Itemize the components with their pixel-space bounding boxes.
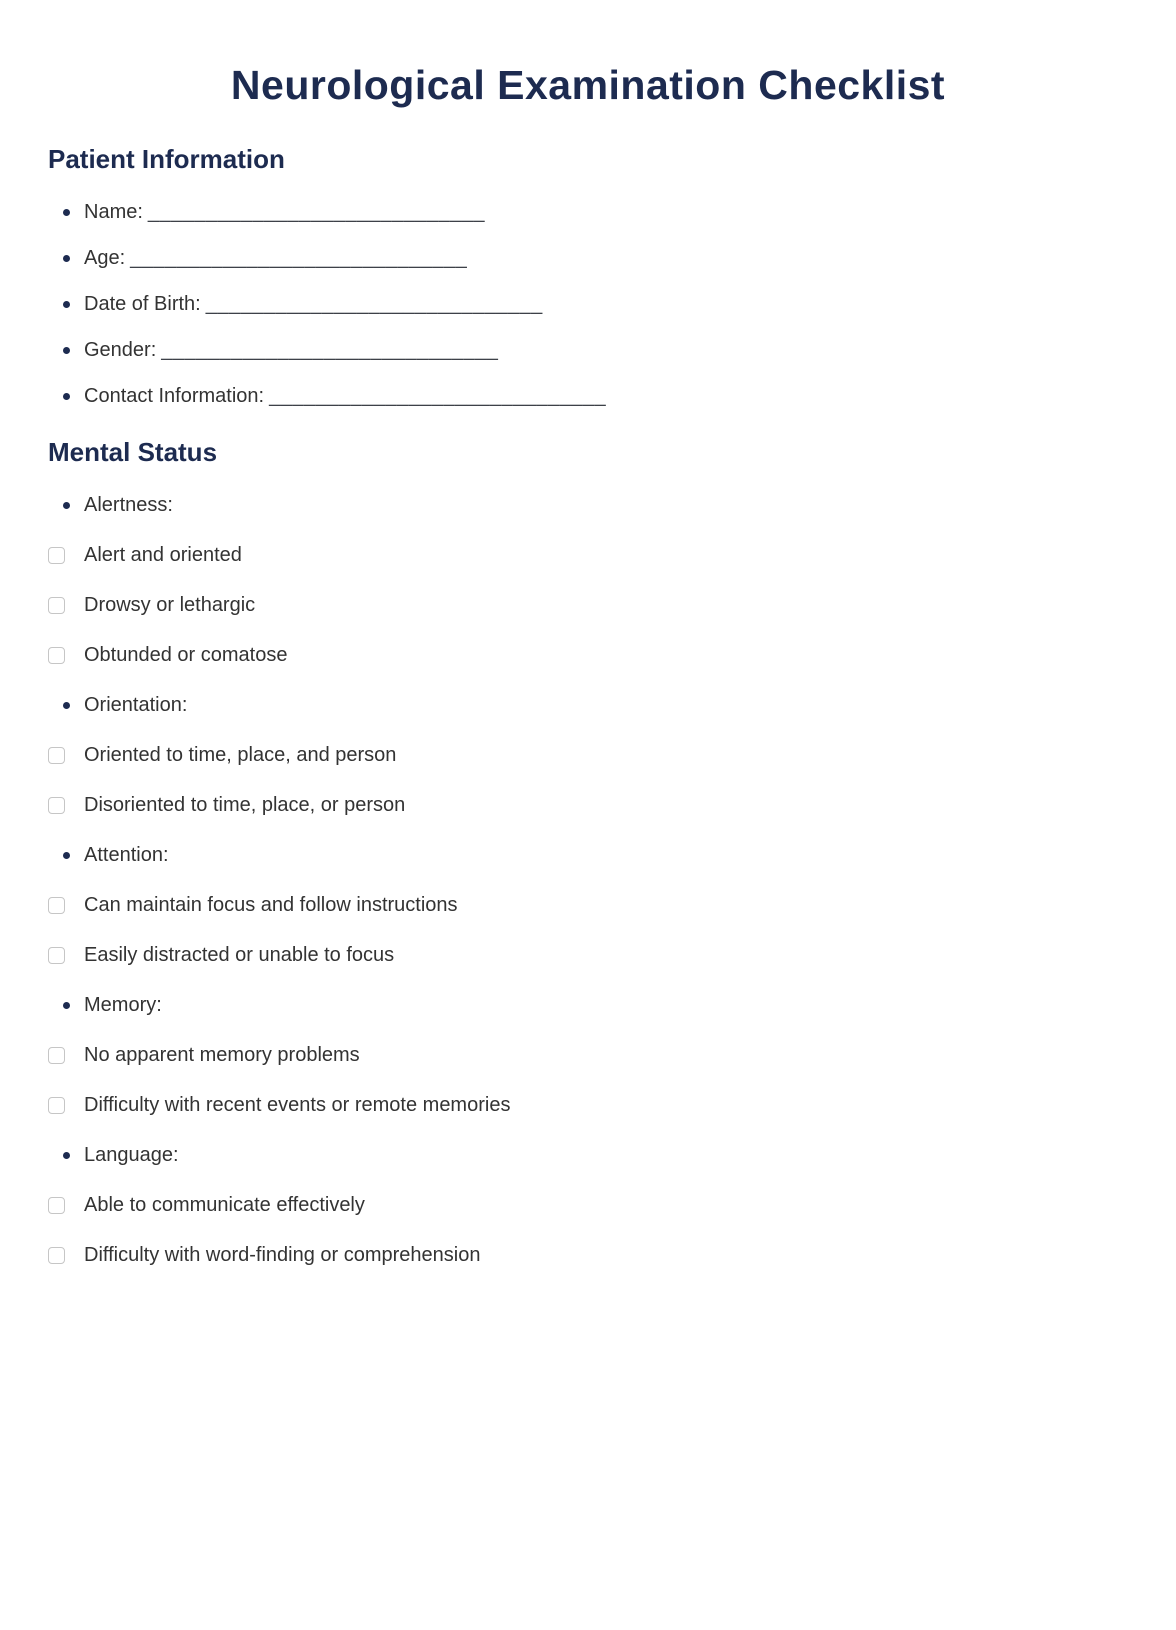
checkbox-item-label: Difficulty with word-finding or comprehension [84,1244,481,1267]
page-title: Neurological Examination Checklist [230,62,946,108]
checkbox-unchecked-icon[interactable] [48,597,65,614]
checkbox-item-label: Disoriented to time, place, or person [84,794,406,817]
checkbox-item-label: Obtunded or comatose [84,644,288,667]
bullet-marker [48,255,84,262]
field-contact-information [48,385,1128,408]
contact-information-blank-field[interactable]: _____________________________ [269,385,607,408]
bullet-icon [63,255,70,262]
bullet-marker [48,347,84,354]
checkbox-unchecked-icon[interactable] [48,1047,65,1064]
checkbox-item-easily-distracted[interactable] [48,944,1128,967]
age-label: Age: [84,247,126,270]
checkbox-item-difficulty-word-finding-or-comprehension[interactable] [48,1244,1128,1267]
bullet-marker [48,1152,84,1159]
checkbox-item-label: Alert and oriented [84,544,242,567]
bullet-icon [63,209,70,216]
bullet-item-label: Alertness: [84,494,173,517]
bullet-icon [63,393,70,400]
checkbox-item-disoriented-to-time-place-person[interactable] [48,794,1128,817]
bullet-item-label: Attention: [84,844,169,867]
bullet-marker [48,852,84,859]
field-age [48,247,1128,270]
bullet-icon [63,1002,70,1009]
checkbox-item-label: Difficulty with recent events or remote memories [84,1094,511,1117]
bullet-marker [48,393,84,400]
checkbox-marker [48,747,84,764]
mental-status-list [48,494,1128,1267]
checkbox-unchecked-icon[interactable] [48,1197,65,1214]
checkbox-item-alert-and-oriented[interactable] [48,544,1128,567]
checkbox-item-label: No apparent memory problems [84,1044,360,1067]
bullet-item-label: Language: [84,1144,179,1167]
checkbox-unchecked-icon[interactable] [48,897,65,914]
checkbox-item-oriented-to-time-place-person[interactable] [48,744,1128,767]
checkbox-item-obtunded-or-comatose[interactable] [48,644,1128,667]
checkbox-marker [48,1197,84,1214]
section-heading-patient-information: Patient Information [48,144,285,175]
bullet-icon [63,1152,70,1159]
checkbox-unchecked-icon[interactable] [48,797,65,814]
bullet-icon [63,852,70,859]
checkbox-marker [48,1097,84,1114]
checkbox-marker [48,597,84,614]
checkbox-marker [48,897,84,914]
checkbox-item-label: Oriented to time, place, and person [84,744,397,767]
bullet-item-label: Memory: [84,994,162,1017]
bullet-item-alertness [48,494,1128,517]
checkbox-item-can-maintain-focus[interactable] [48,894,1128,917]
checkbox-item-label: Able to communicate effectively [84,1194,365,1217]
field-name [48,201,1128,224]
gender-blank-field[interactable]: _____________________________ [161,339,499,362]
checkbox-unchecked-icon[interactable] [48,1097,65,1114]
age-blank-field[interactable]: _____________________________ [130,247,468,270]
checkbox-marker [48,647,84,664]
checkbox-item-drowsy-or-lethargic[interactable] [48,594,1128,617]
checkbox-unchecked-icon[interactable] [48,647,65,664]
checkbox-item-no-apparent-memory-problems[interactable] [48,1044,1128,1067]
checkbox-item-label: Drowsy or lethargic [84,594,256,617]
checkbox-marker [48,1247,84,1264]
bullet-marker [48,1002,84,1009]
bullet-item-attention [48,844,1128,867]
checkbox-unchecked-icon[interactable] [48,547,65,564]
bullet-marker [48,502,84,509]
bullet-icon [63,347,70,354]
checkbox-item-label: Easily distracted or unable to focus [84,944,395,967]
bullet-item-orientation [48,694,1128,717]
checkbox-item-able-to-communicate-effectively[interactable] [48,1194,1128,1217]
bullet-marker [48,702,84,709]
bullet-item-label: Orientation: [84,694,188,717]
gender-label: Gender: [84,339,157,362]
checkbox-item-difficulty-recent-or-remote-memories[interactable] [48,1094,1128,1117]
checkbox-marker [48,797,84,814]
bullet-icon [63,502,70,509]
date-of-birth-label: Date of Birth: [84,293,201,316]
checkbox-item-label: Can maintain focus and follow instructions [84,894,458,917]
contact-information-label: Contact Information: [84,385,265,408]
patient-information-list [48,201,1128,408]
checkbox-unchecked-icon[interactable] [48,947,65,964]
checkbox-marker [48,547,84,564]
bullet-item-memory [48,994,1128,1017]
checkbox-marker [48,1047,84,1064]
checkbox-marker [48,947,84,964]
section-heading-mental-status: Mental Status [48,437,218,468]
field-gender [48,339,1128,362]
bullet-item-language [48,1144,1128,1167]
field-date-of-birth [48,293,1128,316]
name-blank-field[interactable]: _____________________________ [147,201,485,224]
bullet-marker [48,301,84,308]
checkbox-unchecked-icon[interactable] [48,1247,65,1264]
bullet-icon [63,702,70,709]
name-label: Name: [84,201,143,224]
date-of-birth-blank-field[interactable]: _____________________________ [205,293,543,316]
bullet-marker [48,209,84,216]
checkbox-unchecked-icon[interactable] [48,747,65,764]
bullet-icon [63,301,70,308]
